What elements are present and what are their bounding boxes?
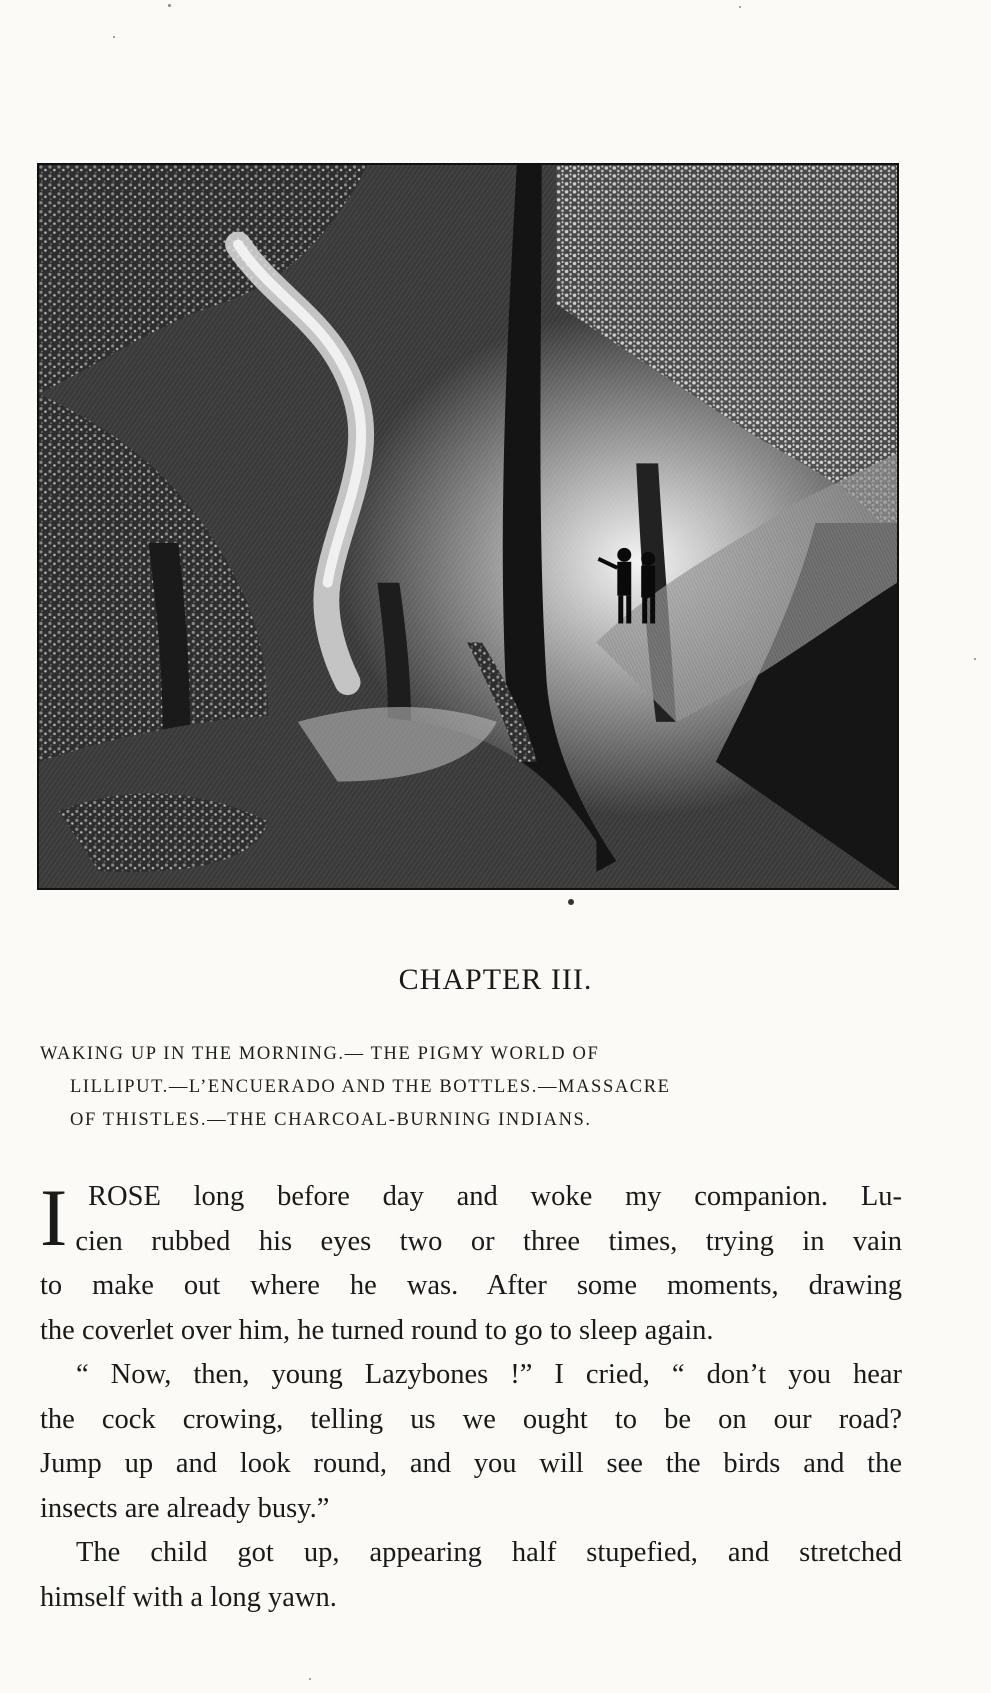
- text-line: himself with a long yawn.: [40, 1581, 337, 1613]
- text-line: ROSE long before day and woke my companion. Lu-: [88, 1181, 902, 1212]
- paragraph: [40, 1531, 902, 1620]
- text-line: insects are already busy.”: [40, 1492, 330, 1524]
- text-line: The child got up, appearing half stupefied, and stretched: [76, 1537, 902, 1568]
- paper-speck: [309, 1678, 311, 1680]
- paper-speck: [739, 6, 741, 8]
- chapter-title: CHAPTER III.: [398, 963, 593, 996]
- text-line: the cock crowing, telling us we ought to be on our road?: [40, 1403, 902, 1435]
- chapter-body: [40, 1172, 902, 1620]
- text-line: cien rubbed his eyes two or three times, trying in vain: [75, 1225, 902, 1257]
- text-line: “ Now, then, young Lazybones !” I cried, “ don’t you hear: [76, 1359, 902, 1390]
- forest-engraving-icon: [39, 165, 897, 888]
- paragraph: [40, 1353, 902, 1531]
- paper-speck: [568, 899, 574, 905]
- paper-speck: [974, 658, 976, 660]
- drop-cap: I: [40, 1172, 68, 1263]
- paper-speck: [168, 4, 171, 7]
- text-line: Jump up and look round, and you will see the birds and the: [40, 1448, 902, 1479]
- text-line: to make out where he was. After some moments, drawing: [40, 1270, 902, 1301]
- synopsis-line: LILLIPUT.—L’ENCUERADO AND THE BOTTLES.—MASSACRE: [70, 1077, 671, 1097]
- chapter-illustration: [37, 163, 899, 890]
- paragraph: [40, 1172, 902, 1353]
- text-line: the coverlet over him, he turned round to go to sleep again.: [40, 1314, 714, 1346]
- synopsis-line: OF THISTLES.—THE CHARCOAL-BURNING INDIANS.: [70, 1110, 592, 1130]
- paper-speck: [113, 36, 115, 38]
- synopsis-line: WAKING UP IN THE MORNING.— THE PIGMY WORLD OF: [40, 1044, 600, 1064]
- chapter-synopsis: [40, 1038, 902, 1137]
